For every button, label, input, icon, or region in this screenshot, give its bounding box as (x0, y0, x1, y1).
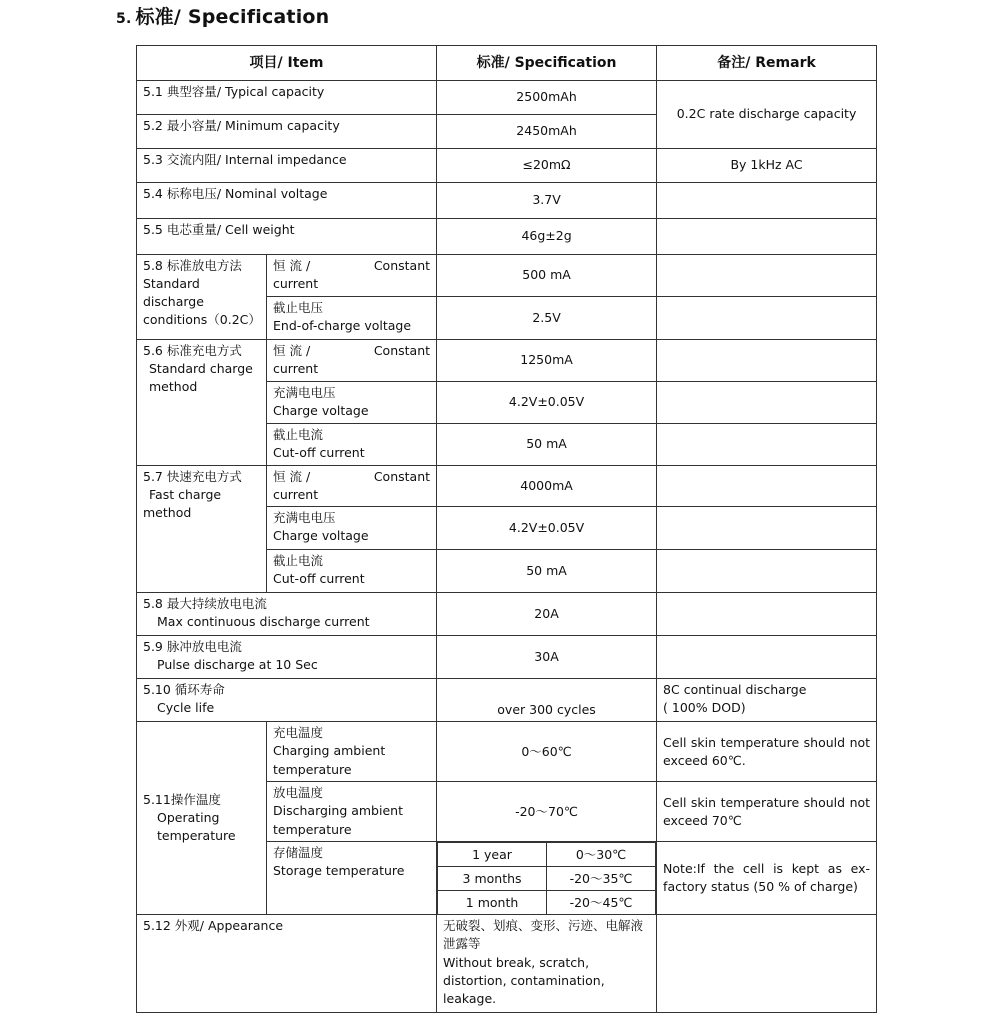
std-charge-sub1: 恒 流 / Constant current (267, 340, 437, 382)
table-row (137, 340, 877, 382)
pulse-discharge-label: 5.9 脉冲放电电流 Pulse discharge at 10 Sec (137, 636, 437, 679)
header-item: 项目/ Item (137, 46, 437, 81)
minimum-capacity-value: 2450mAh (437, 115, 657, 149)
fast-charge-sub3: 截止电流 Cut-off current (267, 550, 437, 593)
table-row (137, 183, 877, 219)
table-row (137, 149, 877, 183)
table-row (137, 219, 877, 255)
storage-range: -20～45℃ (547, 891, 656, 915)
storage-range: 0～30℃ (547, 843, 656, 867)
std-discharge-voltage-value: 2.5V (437, 297, 657, 340)
impedance-value: ≤20mΩ (437, 149, 657, 183)
cycle-life-remark: 8C continual discharge ( 100% DOD) (657, 679, 877, 722)
header-spec: 标准/ Specification (437, 46, 657, 81)
appearance-label: 5.12 外观/ Appearance (137, 915, 437, 1013)
table-row (137, 636, 877, 679)
charging-temp-label: 充电温度 Charging ambient temperature (267, 722, 437, 782)
storage-temp-label: 存储温度 Storage temperature (267, 842, 437, 915)
std-discharge-current-value: 500 mA (437, 255, 657, 297)
storage-temp-table (437, 842, 657, 915)
fast-charge-label: 5.7 快速充电方式 Fast charge method (137, 466, 267, 593)
cycle-life-label: 5.10 循环寿命 Cycle life (137, 679, 437, 722)
charging-temp-value: 0～60℃ (437, 722, 657, 782)
table-row (137, 593, 877, 636)
fast-charge-sub2: 充满电电压 Charge voltage (267, 507, 437, 550)
table-row (438, 843, 656, 867)
section-number: 5. (116, 11, 132, 27)
table-row (137, 81, 877, 115)
discharging-temp-value: -20～70℃ (437, 782, 657, 842)
nominal-voltage-value: 3.7V (437, 183, 657, 219)
storage-range: -20～35℃ (547, 867, 656, 891)
table-row (137, 255, 877, 297)
fast-charge-current-value: 4000mA (437, 466, 657, 507)
discharging-temp-label: 放电温度 Discharging ambient temperature (267, 782, 437, 842)
appearance-value: 无破裂、划痕、变形、污迹、电解液泄露等 Without break, scratch, distortion, contamination, leakage. (437, 915, 657, 1013)
operating-temp-label: 5.11操作温度 Operating temperature (137, 722, 267, 915)
minimum-capacity-label: 5.2 最小容量/ Minimum capacity (137, 115, 437, 149)
std-charge-sub2: 充满电电压 Charge voltage (267, 382, 437, 424)
fast-charge-cutoff-value: 50 mA (437, 550, 657, 593)
pulse-discharge-value: 30A (437, 636, 657, 679)
std-charge-voltage-value: 4.2V±0.05V (437, 382, 657, 424)
fast-charge-voltage-value: 4.2V±0.05V (437, 507, 657, 550)
table-row (137, 679, 877, 722)
table-row (438, 867, 656, 891)
std-discharge-sub1: 恒 流 / Constant current (267, 255, 437, 297)
impedance-label: 5.3 交流内阻/ Internal impedance (137, 149, 437, 183)
capacity-remark: 0.2C rate discharge capacity (657, 81, 877, 149)
storage-period: 1 year (438, 843, 547, 867)
max-discharge-label: 5.8 最大持续放电电流 Max continuous discharge current (137, 593, 437, 636)
std-discharge-sub2: 截止电压 End-of-charge voltage (267, 297, 437, 340)
nominal-voltage-label: 5.4 标称电压/ Nominal voltage (137, 183, 437, 219)
table-row (137, 466, 877, 507)
impedance-remark: By 1kHz AC (657, 149, 877, 183)
std-charge-cutoff-value: 50 mA (437, 424, 657, 466)
std-charge-current-value: 1250mA (437, 340, 657, 382)
table-row (137, 722, 877, 782)
header-remark: 备注/ Remark (657, 46, 877, 81)
max-discharge-value: 20A (437, 593, 657, 636)
typical-capacity-value: 2500mAh (437, 81, 657, 115)
cell-weight-label: 5.5 电芯重量/ Cell weight (137, 219, 437, 255)
cell-weight-value: 46g±2g (437, 219, 657, 255)
std-discharge-label: 5.8 标准放电方法 Standard discharge conditions（0.2C） (137, 255, 267, 340)
table-row (137, 915, 877, 1013)
storage-temp-remark: Note:If the cell is kept as ex-factory status (50 % of charge) (657, 842, 877, 915)
typical-capacity-label: 5.1 典型容量/ Typical capacity (137, 81, 437, 115)
section-title-text: 标准/ Specification (135, 6, 330, 28)
storage-period: 3 months (438, 867, 547, 891)
std-charge-label: 5.6 标准充电方式 Standard charge method (137, 340, 267, 466)
table-row (438, 891, 656, 915)
std-charge-sub3: 截止电流 Cut-off current (267, 424, 437, 466)
cycle-life-value: over 300 cycles (437, 679, 657, 722)
section-title (116, 2, 329, 29)
storage-period: 1 month (438, 891, 547, 915)
specification-table (136, 45, 877, 1013)
fast-charge-sub1: 恒 流 / Constant current (267, 466, 437, 507)
discharging-temp-remark: Cell skin temperature should not exceed 70℃ (657, 782, 877, 842)
charging-temp-remark: Cell skin temperature should not exceed 60℃. (657, 722, 877, 782)
